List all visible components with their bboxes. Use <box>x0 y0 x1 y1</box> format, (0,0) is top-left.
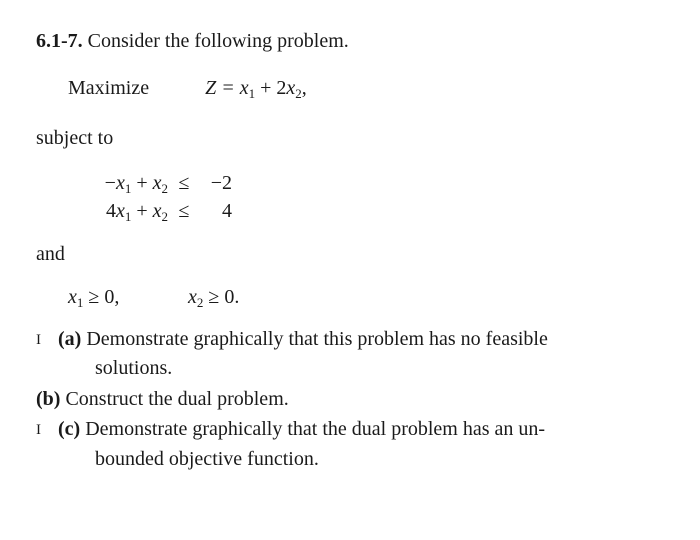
nonneg-x2: $x_2 \ge 0$. <box>188 286 240 310</box>
part-b-text: Construct the dual problem. <box>65 388 289 410</box>
constraint-1-relation: ≤ <box>178 172 190 194</box>
part-c <box>58 417 545 441</box>
part-b <box>36 387 289 411</box>
part-a-text: Demonstrate graphically that this problem has no feasible <box>86 328 548 350</box>
problem-heading <box>36 29 349 53</box>
part-a-marker: I <box>36 332 41 348</box>
part-c-text: Demonstrate graphically that the dual problem has an un- <box>85 418 546 440</box>
objective-row <box>68 76 307 100</box>
problem-number: 6.1-7. <box>36 30 83 52</box>
and-label: and <box>36 243 65 265</box>
constraint-2-relation: ≤ <box>178 200 190 222</box>
part-a-label: (a) <box>58 328 82 350</box>
part-c-marker: I <box>36 422 41 438</box>
maximize-label: Maximize <box>68 77 150 99</box>
part-a <box>58 327 548 351</box>
nonneg-x1: $x_1 \ge 0$, <box>68 286 120 310</box>
constraint-2-lhs: $4x_1 + x_2$ <box>105 200 168 224</box>
problem-intro: Consider the following problem. <box>87 30 349 52</box>
objective-function: $Z = x_1 + 2x_2$, <box>205 77 307 101</box>
constraint-1 <box>60 171 232 195</box>
constraint-2-rhs: 4 <box>222 200 232 222</box>
constraint-2 <box>60 199 232 223</box>
part-b-label: (b) <box>36 388 61 410</box>
constraint-1-lhs: $-x_1 + x_2$ <box>104 172 168 196</box>
part-c-text-cont: bounded objective function. <box>95 448 319 470</box>
part-c-label: (c) <box>58 418 81 440</box>
constraint-1-rhs: −2 <box>210 172 232 194</box>
subject-to-label: subject to <box>36 127 114 149</box>
part-a-text-cont: solutions. <box>95 357 173 379</box>
